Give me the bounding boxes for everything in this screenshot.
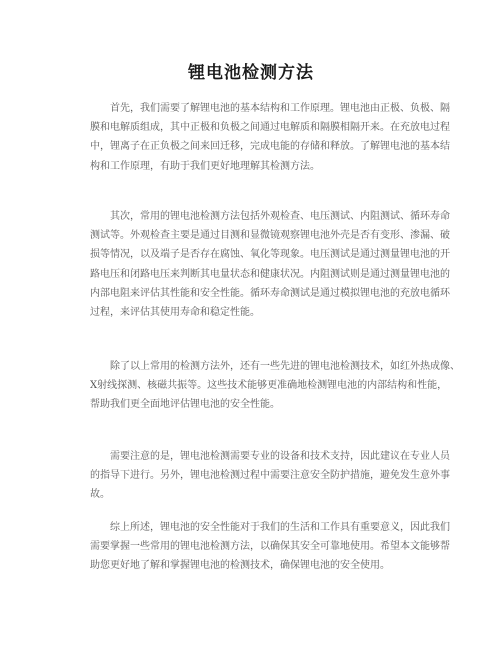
paragraph-line: 需要掌握一些常用的锂电池检测方法，以确保其安全可靠地使用。希望本文能够帮: [90, 541, 450, 553]
paragraph-line: 过程，来评估其使用寿命和稳定性能。: [90, 306, 260, 318]
paragraph-safety-notes: [90, 447, 450, 505]
paragraph-line: 除了以上常用的检测方法外，还有一些先进的锂电池检测技术，如红外热成像、: [110, 361, 460, 372]
paragraph-line: 助您更好地了解和掌握锂电池的检测技术，确保锂电池的安全使用。: [90, 560, 390, 572]
paragraph-line: 构和工作原理，有助于我们更好地理解其检测方法。: [90, 160, 320, 172]
paragraph-advanced-techniques: [90, 357, 460, 415]
paragraph-line: X射线探测、核磁共振等。这些技术能够更准确地检测锂电池的内部结构和性能，: [90, 380, 448, 392]
paragraph-intro-structure: [90, 99, 450, 176]
paragraph-line: 内部电阻来评估其性能和安全性能。循环寿命测试是通过模拟锂电池的充放电循环: [90, 287, 450, 299]
paragraph-common-methods: [90, 207, 450, 322]
paragraph-line: 损等情况，以及端子是否存在腐蚀、氧化等现象。电压测试是通过测量锂电池的开: [90, 249, 450, 261]
paragraph-conclusion: [90, 518, 450, 576]
paragraph-line: 膜和电解质组成，其中正极和负极之间通过电解质和隔膜相隔开来。在充放电过程: [90, 122, 450, 134]
paragraph-line: 需要注意的是，锂电池检测需要专业的设备和技术支持，因此建议在专业人员: [110, 451, 450, 462]
paragraph-line: 的指导下进行。另外，锂电池检测过程中需要注意安全防护措施，避免发生意外事: [90, 470, 450, 482]
paragraph-line: 其次，常用的锂电池检测方法包括外观检查、电压测试、内阻测试、循环寿命: [110, 211, 450, 222]
paragraph-line: 路电压和闭路电压来判断其电量状态和健康状况。内阻测试则是通过测量锂电池的: [90, 268, 450, 280]
paragraph-line: 首先，我们需要了解锂电池的基本结构和工作原理。锂电池由正极、负极、隔: [110, 103, 450, 114]
document-title: 锂电池检测方法: [188, 63, 314, 83]
paragraph-line: 帮助我们更全面地评估锂电池的安全性能。: [90, 399, 280, 411]
paragraph-line: 综上所述，锂电池的安全性能对于我们的生活和工作具有重要意义，因此我们: [110, 522, 450, 533]
paragraph-line: 中，锂离子在正负极之间来回迁移，完成电能的存储和释放。了解锂电池的基本结: [90, 141, 450, 153]
paragraph-line: 测试等。外观检查主要是通过目测和显微镜观察锂电池外壳是否有变形、渗漏、破: [90, 230, 450, 242]
paragraph-line: 故。: [90, 489, 110, 501]
